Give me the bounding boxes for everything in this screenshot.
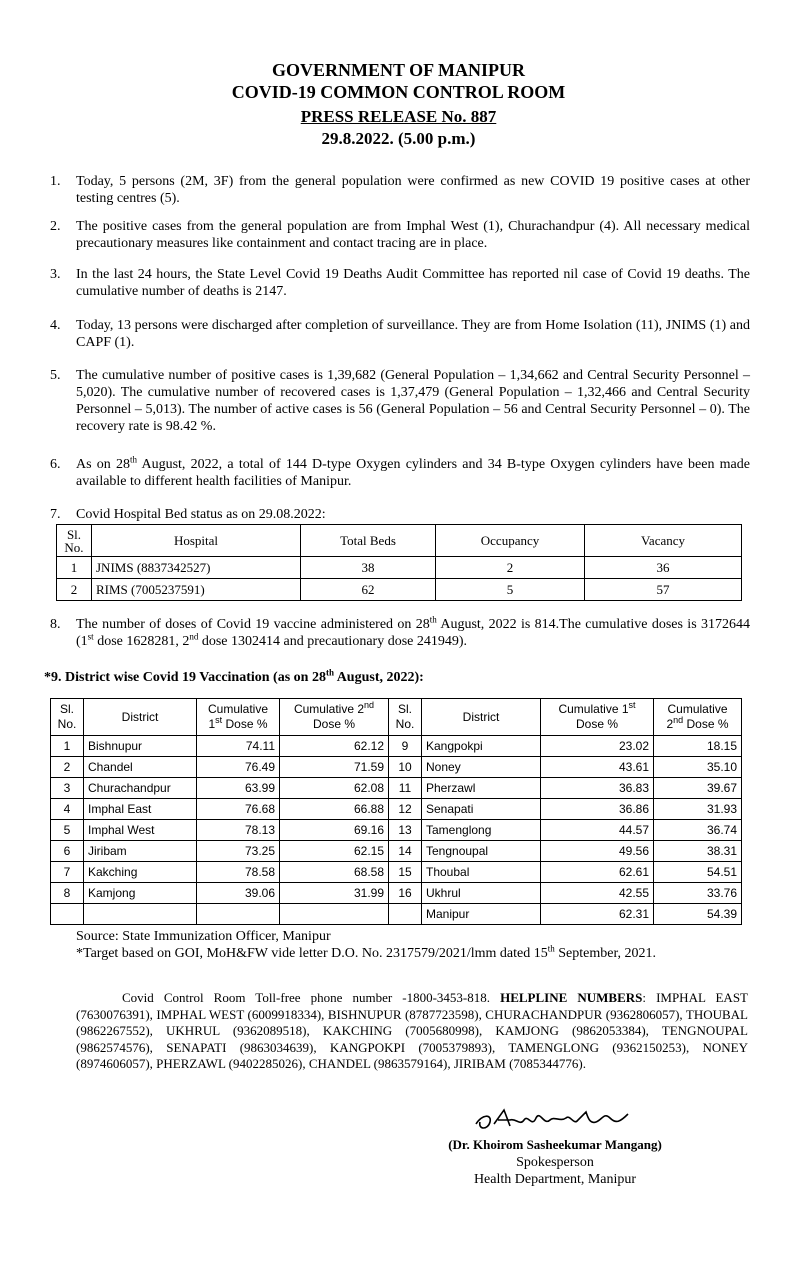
table-cell: 31.99: [280, 883, 389, 904]
table-cell: Kamjong: [84, 883, 197, 904]
table-cell: 73.25: [197, 841, 280, 862]
table-cell: Churachandpur: [84, 778, 197, 799]
table-cell: 12: [389, 799, 422, 820]
table-cell: 2: [436, 557, 585, 579]
table-cell: 71.59: [280, 757, 389, 778]
table-cell: 14: [389, 841, 422, 862]
table-cell: 5: [436, 579, 585, 601]
signature: [470, 1100, 640, 1140]
list-item: [50, 317, 750, 351]
table-cell: Imphal East: [84, 799, 197, 820]
table-cell: 68.58: [280, 862, 389, 883]
table-cell: Noney: [422, 757, 541, 778]
table-cell: 36.86: [541, 799, 654, 820]
table-cell: [280, 904, 389, 925]
table-cell: Kangpokpi: [422, 736, 541, 757]
table-cell: Ukhrul: [422, 883, 541, 904]
table-cell: Pherzawl: [422, 778, 541, 799]
table-cell: 2: [51, 757, 84, 778]
table-row: [57, 579, 742, 601]
table-row: [57, 557, 742, 579]
table-cell: 35.10: [654, 757, 742, 778]
table-cell: Jiribam: [84, 841, 197, 862]
table-cell: 10: [389, 757, 422, 778]
table-cell: 66.88: [280, 799, 389, 820]
item-text: Covid Hospital Bed status as on 29.08.2022:: [76, 507, 326, 522]
list-item: [50, 173, 750, 207]
table-cell: 15: [389, 862, 422, 883]
table-row: [51, 883, 742, 904]
table-cell: 7: [51, 862, 84, 883]
table-cell: 38: [301, 557, 436, 579]
table-row: [51, 736, 742, 757]
table-cell: 6: [51, 841, 84, 862]
press-release-date: 29.8.2022. (5.00 p.m.): [321, 129, 476, 148]
table-cell: 3: [51, 778, 84, 799]
item-number: 4.: [50, 318, 61, 333]
table-cell: 63.99: [197, 778, 280, 799]
item-text: The positive cases from the general population are from Imphal West (1), Churachandpur (4). All necessary medical precautionary measures like containment and contact tracing are in place.: [76, 219, 750, 251]
table-cell: 54.51: [654, 862, 742, 883]
table-cell: Tamenglong: [422, 820, 541, 841]
header-line-1: GOVERNMENT OF MANIPUR: [272, 60, 525, 80]
hospital-bed-table: [56, 524, 742, 601]
table-cell: 76.68: [197, 799, 280, 820]
table-cell: 5: [51, 820, 84, 841]
table-cell: 78.13: [197, 820, 280, 841]
table-cell: 36.83: [541, 778, 654, 799]
press-release-number: PRESS RELEASE No. 887: [300, 107, 497, 126]
table-cell: Thoubal: [422, 862, 541, 883]
table-cell: 33.76: [654, 883, 742, 904]
item-number: 6.: [50, 457, 61, 472]
table-cell: 8: [51, 883, 84, 904]
table-cell: 36: [585, 557, 742, 579]
table-cell: Chandel: [84, 757, 197, 778]
col-header: Sl. No.: [57, 525, 92, 557]
col-header: Cumulative 2nd Dose %: [654, 699, 742, 736]
table-cell: Bishnupur: [84, 736, 197, 757]
col-header: Occupancy: [436, 525, 585, 557]
table-cell: [197, 904, 280, 925]
table-cell: 62.31: [541, 904, 654, 925]
table-cell: 13: [389, 820, 422, 841]
table-row: [51, 799, 742, 820]
table-cell: 62.15: [280, 841, 389, 862]
table-cell: Senapati: [422, 799, 541, 820]
item-number: 3.: [50, 267, 61, 282]
table-cell: 4: [51, 799, 84, 820]
col-header: Cumulative 2nd Dose %: [280, 699, 389, 736]
col-header: Sl. No.: [389, 699, 422, 736]
table-row: [51, 820, 742, 841]
table-cell: 11: [389, 778, 422, 799]
signatory-name: (Dr. Khoirom Sasheekumar Mangang): [448, 1137, 662, 1152]
table-header-row: [51, 699, 742, 736]
table-cell: RIMS (7005237591): [92, 579, 301, 601]
table-cell: 54.39: [654, 904, 742, 925]
table-cell: 74.11: [197, 736, 280, 757]
table-cell: [389, 904, 422, 925]
section-heading: *9. District wise Covid 19 Vaccination (as on 28th August, 2022):: [44, 667, 424, 685]
item-number: 7.: [50, 507, 61, 522]
item-number: 1.: [50, 174, 61, 189]
table-cell: Kakching: [84, 862, 197, 883]
table-cell: 2: [57, 579, 92, 601]
table-cell: [51, 904, 84, 925]
table-cell: 44.57: [541, 820, 654, 841]
table-cell: 9: [389, 736, 422, 757]
item-number: 5.: [50, 368, 61, 383]
item-text: The number of doses of Covid 19 vaccine administered on 28th August, 2022 is 814.The cumulative doses is 3172644 (1st dose 1628281, 2nd dose 1302414 and precautionary dose 241949).: [76, 614, 750, 649]
table-cell: 18.15: [654, 736, 742, 757]
col-header: Total Beds: [301, 525, 436, 557]
table-row: [51, 778, 742, 799]
col-header: Sl. No.: [51, 699, 84, 736]
item-number: 2.: [50, 219, 61, 234]
table-cell: 62.61: [541, 862, 654, 883]
col-header: Cumulative 1st Dose %: [197, 699, 280, 736]
helpline-paragraph: Covid Control Room Toll-free phone number -1800-3453-818. HELPLINE NUMBERS: IMPHAL EAST (7630076391), IMPHAL WEST (6009918334), BISHNUPUR (8787723598), CHURACHANDPUR (9362806057), THOUBAL (9862267552), UKHRUL (9362089518), KAKCHING (7005680998), KAMJONG (9862053384), TENGNOUPAL (9862574576), SENAPATI (9863034639), KANGPOKPI (7005379893), TAMENGLONG (9362150253), NONEY (8974606057), PHERZAWL (9402285026), CHANDEL (9863579164), JIRIBAM (7085344776).: [76, 990, 748, 1071]
table-cell: 43.61: [541, 757, 654, 778]
table-cell: 39.67: [654, 778, 742, 799]
table-row: [51, 757, 742, 778]
table-cell: 1: [57, 557, 92, 579]
vaccination-table: [50, 698, 742, 925]
table-cell: 38.31: [654, 841, 742, 862]
col-header: Vacancy: [585, 525, 742, 557]
table-cell: 36.74: [654, 820, 742, 841]
table-cell: Tengnoupal: [422, 841, 541, 862]
list-item: [50, 616, 750, 650]
table-cell: 31.93: [654, 799, 742, 820]
col-header: District: [422, 699, 541, 736]
col-header: Hospital: [92, 525, 301, 557]
item-text: As on 28th August, 2022, a total of 144 D-type Oxygen cylinders and 34 B-type Oxygen cylinders have been made available to different health facilities of Manipur.: [76, 454, 750, 489]
table-cell: 62: [301, 579, 436, 601]
item-text: The cumulative number of positive cases is 1,39,682 (General Population – 1,34,662 and Central Security Personnel – 5,020). The cumulative number of recovered cases is 1,37,479 (General Population – 1,32,466 and Central Security Personnel – 5,013). The number of active cases is 56 (General Population – 56 and Central Security Personnel – 0). The recovery rate is 98.42 %.: [76, 368, 750, 434]
table-cell: Manipur: [422, 904, 541, 925]
signatory-department: Health Department, Manipur: [473, 1172, 637, 1187]
table-row: [51, 841, 742, 862]
table-cell: 76.49: [197, 757, 280, 778]
list-item: [50, 266, 750, 300]
table-cell: 78.58: [197, 862, 280, 883]
table-cell: 23.02: [541, 736, 654, 757]
table-cell: 69.16: [280, 820, 389, 841]
table-cell: 39.06: [197, 883, 280, 904]
table-cell: JNIMS (8837342527): [92, 557, 301, 579]
table-row: [51, 904, 742, 925]
table-row: [51, 862, 742, 883]
source-note: Source: State Immunization Officer, Manipur: [76, 929, 331, 944]
list-item: [50, 456, 750, 490]
col-header: Cumulative 1st Dose %: [541, 699, 654, 736]
table-cell: 42.55: [541, 883, 654, 904]
item-text: In the last 24 hours, the State Level Covid 19 Deaths Audit Committee has reported nil case of Covid 19 deaths. The cumulative number of deaths is 2147.: [76, 267, 750, 299]
item-number: 8.: [50, 617, 61, 632]
target-note: *Target based on GOI, MoH&FW vide letter D.O. No. 2317579/2021/lmm dated 15th September, 2021.: [76, 943, 657, 961]
item-text: Today, 13 persons were discharged after completion of surveillance. They are from Home Isolation (11), JNIMS (1) and CAPF (1).: [76, 318, 750, 350]
list-item: [50, 367, 750, 435]
list-item: [50, 506, 750, 523]
table-cell: 49.56: [541, 841, 654, 862]
table-cell: 62.08: [280, 778, 389, 799]
signatory-role: Spokesperson: [516, 1155, 594, 1170]
col-header: District: [84, 699, 197, 736]
table-cell: 57: [585, 579, 742, 601]
table-cell: [84, 904, 197, 925]
table-header-row: [57, 525, 742, 557]
header-line-2: COVID-19 COMMON CONTROL ROOM: [231, 82, 566, 102]
list-item: [50, 218, 750, 252]
table-cell: 16: [389, 883, 422, 904]
table-cell: 62.12: [280, 736, 389, 757]
table-cell: Imphal West: [84, 820, 197, 841]
table-cell: 1: [51, 736, 84, 757]
item-text: Today, 5 persons (2M, 3F) from the general population were confirmed as new COVID 19 positive cases at other testing centres (5).: [76, 174, 750, 206]
